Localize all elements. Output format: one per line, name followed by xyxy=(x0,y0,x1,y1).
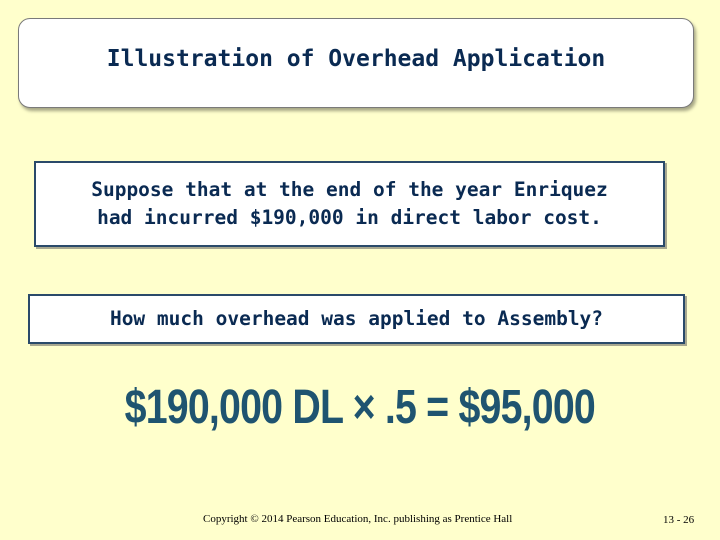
footer-copyright: Copyright © 2014 Pearson Education, Inc. publishing as Prentice Hall xyxy=(203,513,513,525)
question-text: How much overhead was applied to Assembly? xyxy=(109,307,604,330)
footer-page-number: 13 - 26 xyxy=(663,514,695,526)
statement-box xyxy=(34,161,665,247)
statement-line-1: Suppose that at the end of the year Enriquez xyxy=(91,178,608,201)
question-box xyxy=(28,294,685,344)
slide-title: Illustration of Overhead Application xyxy=(106,46,606,72)
answer-equation: $190,000 DL × .5 = $95,000 xyxy=(124,380,596,434)
answer-area xyxy=(0,362,720,452)
statement-text xyxy=(91,176,608,232)
title-box xyxy=(18,18,694,108)
statement-line-2: had incurred $190,000 in direct labor cost. xyxy=(97,206,602,229)
